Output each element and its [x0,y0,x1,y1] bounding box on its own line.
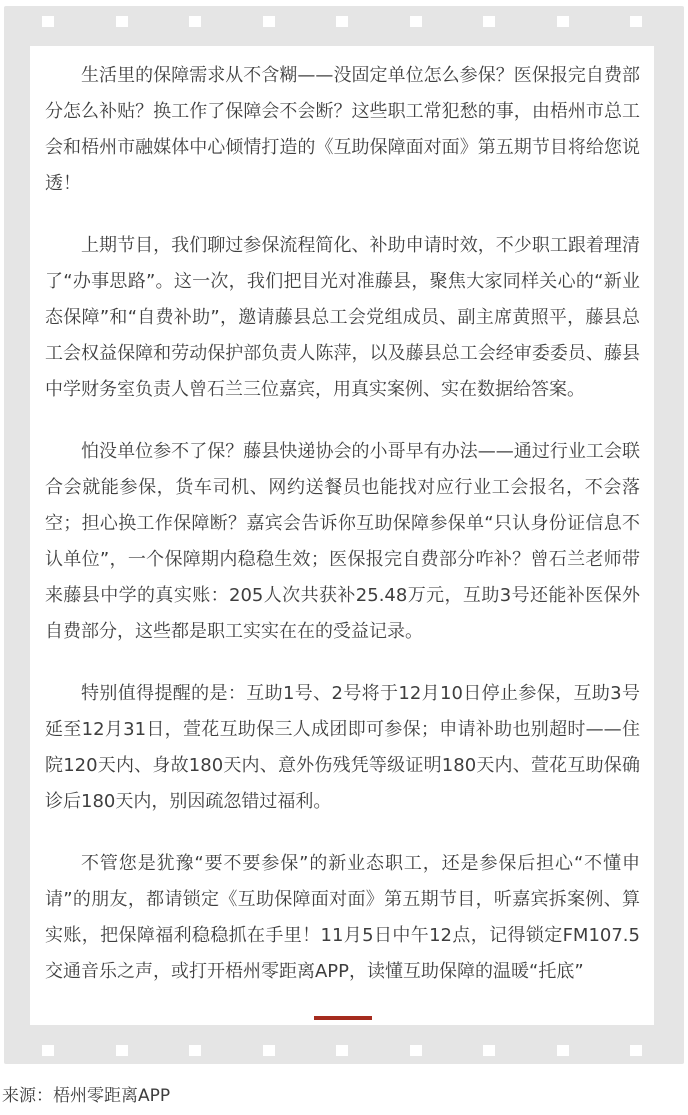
perforation-square [42,16,54,27]
perforation-square [336,16,348,27]
perforation-square [557,1045,569,1056]
film-strip-top [42,16,642,27]
film-strip-bottom [42,1045,642,1056]
article-paragraph: 不管您是犹豫“要不要参保”的新业态职工，还是参保后担心“不懂申请”的朋友，都请锁定《互助保障面对面》第五期节目，听嘉宾拆案例、算实账，把保障福利稳稳抓在手里！11月5日中午12点，记得锁定FM107.5交通音乐之声，或打开梧州零距离APP，读懂互助保障的温暖“托底” [45,853,640,982]
perforation-square [116,16,128,27]
perforation-square [336,1045,348,1056]
perforation-square [42,1045,54,1056]
perforation-square [116,1045,128,1056]
article-card [30,46,654,1025]
article-paragraph: 特别值得提醒的是：互助1号、2号将于12月10日停止参保，互助3号延至12月31日，萱花互助保三人成团即可参保；申请补助也别超时——住院120天内、身故180天内、意外伤残凭等级证明180天内、萱花互助保确诊后180天内，别因疏忽错过福利。 [45,683,640,812]
perforation-square [263,1045,275,1056]
section-divider [314,1016,372,1020]
perforation-square [630,16,642,27]
article-paragraph: 生活里的保障需求从不含糊——没固定单位怎么参保？医保报完自费部分怎么补贴？换工作了保障会不会断？这些职工常犯愁的事，由梧州市总工会和梧州市融媒体中心倾情打造的《互助保障面对面》第五期节目将给您说透！ [45,65,640,194]
perforation-square [557,16,569,27]
source-attribution: 来源：梧州零距离APP [2,1086,171,1106]
perforation-square [630,1045,642,1056]
perforation-square [410,1045,422,1056]
perforation-square [410,16,422,27]
perforation-square [189,16,201,27]
article-paragraph: 怕没单位参不了保？藤县快递协会的小哥早有办法——通过行业工会联合会就能参保，货车司机、网约送餐员也能找对应行业工会报名，不会落空；担心换工作保障断？嘉宾会告诉你互助保障参保单“只认身份证信息不认单位”，一个保障期内稳稳生效；医保报完自费部分咋补？曾石兰老师带来藤县中学的真实账：205人次共获补25.48万元，互助3号还能补医保外自费部分，这些都是职工实实在在的受益记录。 [45,441,640,642]
perforation-square [483,1045,495,1056]
perforation-square [483,16,495,27]
film-strip-panel [4,6,684,1064]
article-paragraph: 上期节目，我们聊过参保流程简化、补助申请时效，不少职工跟着理清了“办事思路”。这一次，我们把目光对准藤县，聚焦大家同样关心的“新业态保障”和“自费补助”，邀请藤县总工会党组成员、副主席黄照平，藤县总工会权益保障和劳动保护部负责人陈萍，以及藤县总工会经审委委员、藤县中学财务室负责人曾石兰三位嘉宾，用真实案例、实在数据给答案。 [45,235,640,400]
perforation-square [263,16,275,27]
perforation-square [189,1045,201,1056]
